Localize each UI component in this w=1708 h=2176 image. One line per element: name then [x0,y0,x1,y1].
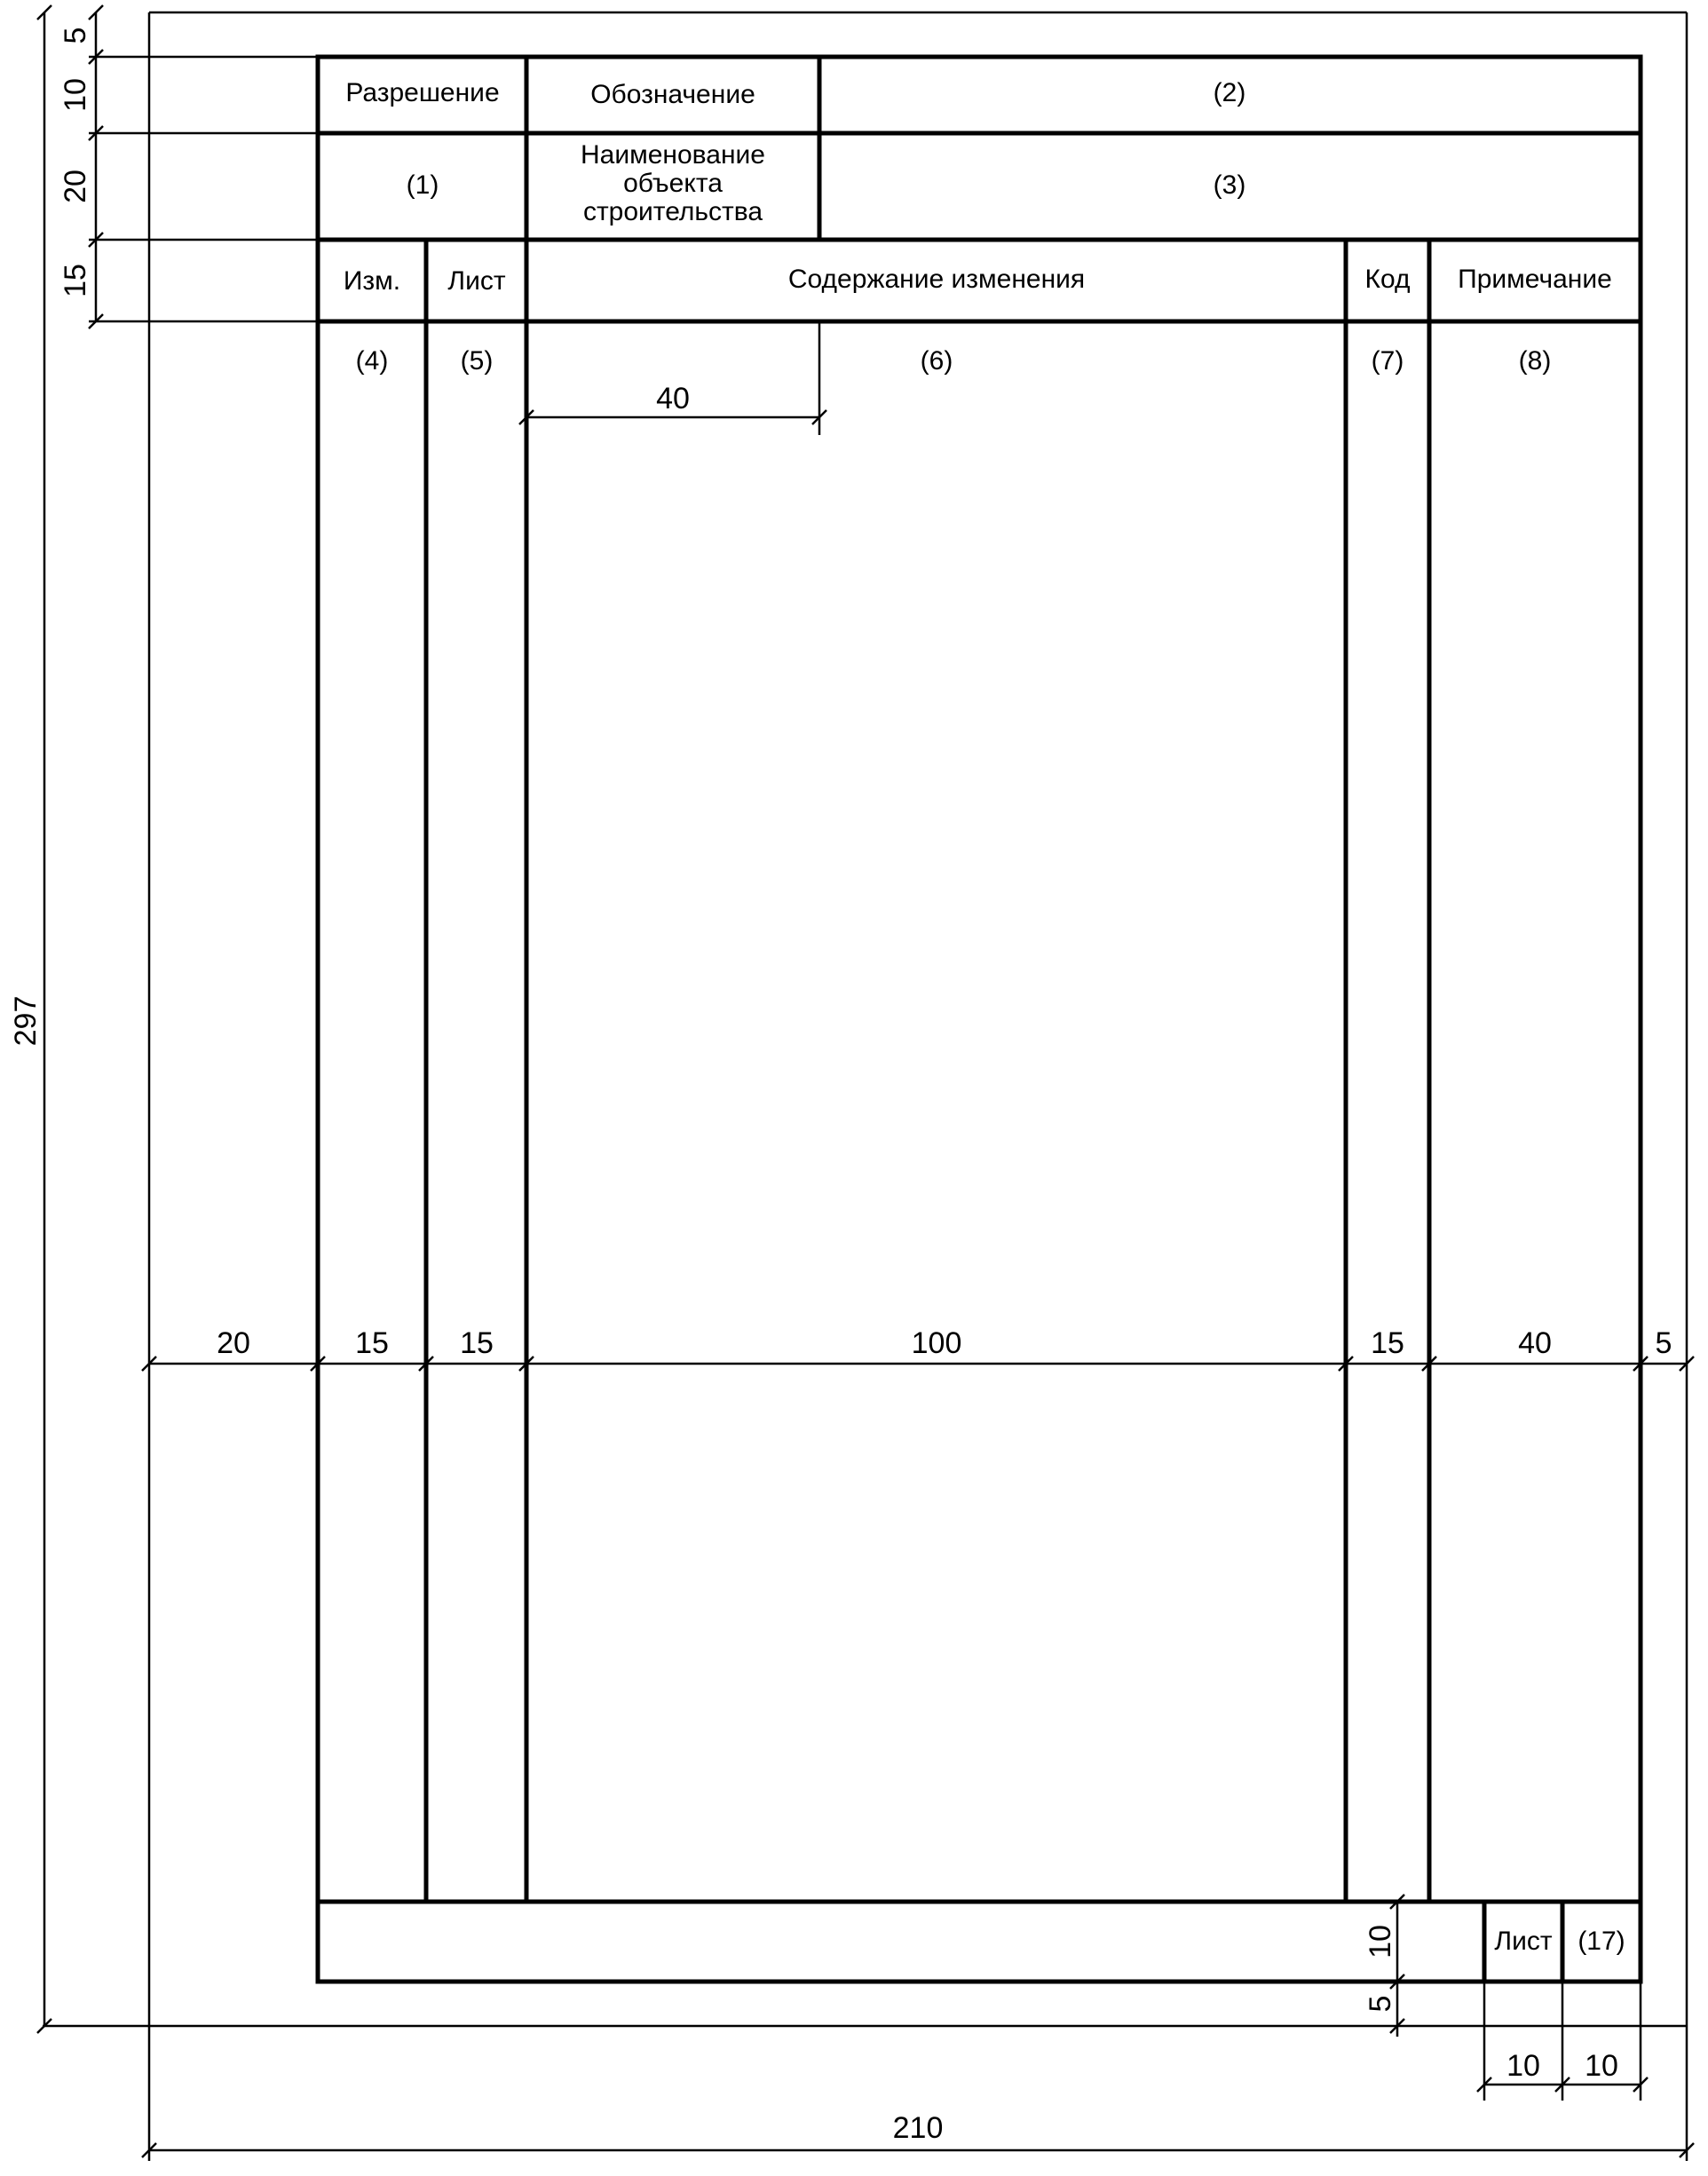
column-headers [344,265,1612,296]
footer-sheet-box [1494,1927,1625,1956]
object-name-value: (3) [1213,170,1246,200]
dim-top-margin: 5 [59,27,92,44]
dim-col-content: 100 [911,1326,962,1360]
sheet-cells-dimension [1477,1982,1648,2101]
form-frame [318,57,1641,1982]
col-header-code: Код [1364,265,1411,294]
total-width-dimension [142,2111,1694,2157]
footer-sheet-value: (17) [1578,1927,1625,1956]
col-value-code: (7) [1371,346,1404,376]
object-name-label-line2: объекта [623,169,723,198]
dim-footer-height: 10 [1364,1925,1397,1958]
col-value-sheet: (5) [460,346,494,376]
sheet-border [43,12,1687,2161]
col-header-change: Изм. [343,266,401,296]
col-value-note: (8) [1518,346,1552,376]
col-value-change: (4) [355,346,389,376]
col-value-content: (6) [920,346,953,376]
inner-40-dimension [519,321,826,435]
col-header-sheet: Лист [447,266,506,296]
footer-height-dimension [1364,1895,1404,2037]
dim-col-note: 40 [1518,1326,1552,1360]
designation-value: (2) [1213,78,1246,107]
dim-sheet-cell-2: 10 [1585,2049,1618,2083]
permission-value: (1) [406,170,439,200]
dim-col-margin: 20 [217,1326,250,1360]
dim-col-code: 15 [1371,1326,1404,1360]
footer-sheet-label: Лист [1494,1927,1553,1956]
col-header-content: Содержание изменения [787,265,1086,294]
dim-total-width: 210 [892,2111,944,2145]
header-cells [345,78,1245,226]
designation-label: Обозначение [590,80,755,109]
dim-sheet-cell-1: 10 [1506,2049,1540,2083]
dim-col-sheet: 15 [460,1326,494,1360]
dim-col-right-margin: 5 [1655,1326,1672,1360]
dim-header-row1: 10 [59,78,92,112]
col-header-note: Примечание [1458,265,1612,294]
object-name-label-line3: строительства [582,197,763,226]
left-dimension-chain [59,5,318,328]
dim-header-row2: 20 [59,170,92,203]
total-height-dimension [9,5,51,2033]
dim-total-height: 297 [9,995,43,1047]
column-values [356,346,1552,376]
width-dimension-chain [142,1326,1694,1371]
object-name-label-line1: Наименование [581,140,765,170]
dim-col-change: 15 [355,1326,389,1360]
dim-header-row3: 15 [59,264,92,297]
dim-bottom-margin: 5 [1364,1995,1397,2013]
dim-inner-40: 40 [656,382,690,415]
permission-label: Разрешение [345,78,500,107]
